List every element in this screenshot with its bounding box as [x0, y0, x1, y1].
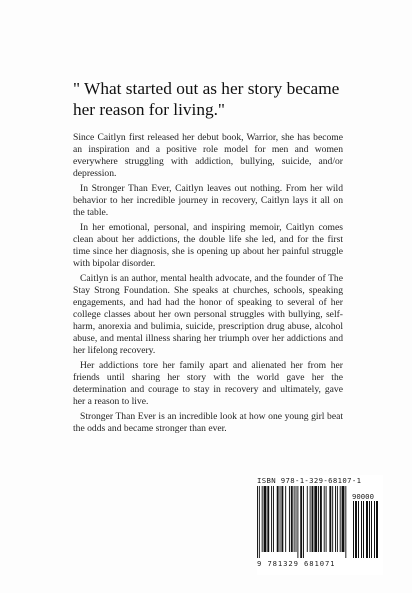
barcode-bars	[257, 486, 349, 558]
price-barcode-bars	[353, 501, 381, 558]
barcode-digits: 9 781329 681071	[257, 559, 336, 568]
blurb-paragraph: Stronger Than Ever is an incredible look at how one young girl beat the odds and became stronger than ever.	[73, 410, 343, 434]
price-code: 90000	[352, 492, 374, 501]
blurb	[73, 132, 343, 438]
blurb-paragraph: In Stronger Than Ever, Caitlyn leaves out nothing. From her wild behavior to her incredible journey in recovery, Caitlyn lays it all on the table.	[73, 183, 343, 218]
pull-quote	[73, 78, 373, 120]
pull-quote-line-1: " What started out as her story became	[73, 79, 340, 98]
isbn-label: ISBN 978-1-329-68107-1	[257, 476, 362, 485]
blurb-paragraph: Since Caitlyn first released her debut book, Warrior, she has become an inspiration and a positive role model for men and women everywhere struggling with addiction, bullying, suicide, and/or depression.	[73, 132, 343, 179]
pull-quote-line-2: her reason for living."	[73, 100, 225, 119]
blurb-paragraph: Her addictions tore her family apart and alienated her from her friends until sharing her story with the world gave her the determination and courage to stay in recovery and ultimately, gave her a reason to live.	[73, 359, 343, 407]
isbn-barcode	[257, 475, 383, 575]
blurb-paragraph: Caitlyn is an author, mental health advocate, and the founder of The Stay Strong Foundation. She speaks at churches, schools, speaking engagements, and had had the honor of speaking to several of her college classes about her own personal struggles with bullying, self-harm, anorexia and bulimia, suicide, prescription drug abuse, alcohol abuse, and mental illness sharing her triumph over her addictions and her lifelong recovery.	[73, 273, 343, 356]
blurb-paragraph: In her emotional, personal, and inspiring memoir, Caitlyn comes clean about her addictions, the double life she led, and for the first time since her diagnosis, she is opening up about her painful struggle with bipolar disorder.	[73, 222, 343, 269]
